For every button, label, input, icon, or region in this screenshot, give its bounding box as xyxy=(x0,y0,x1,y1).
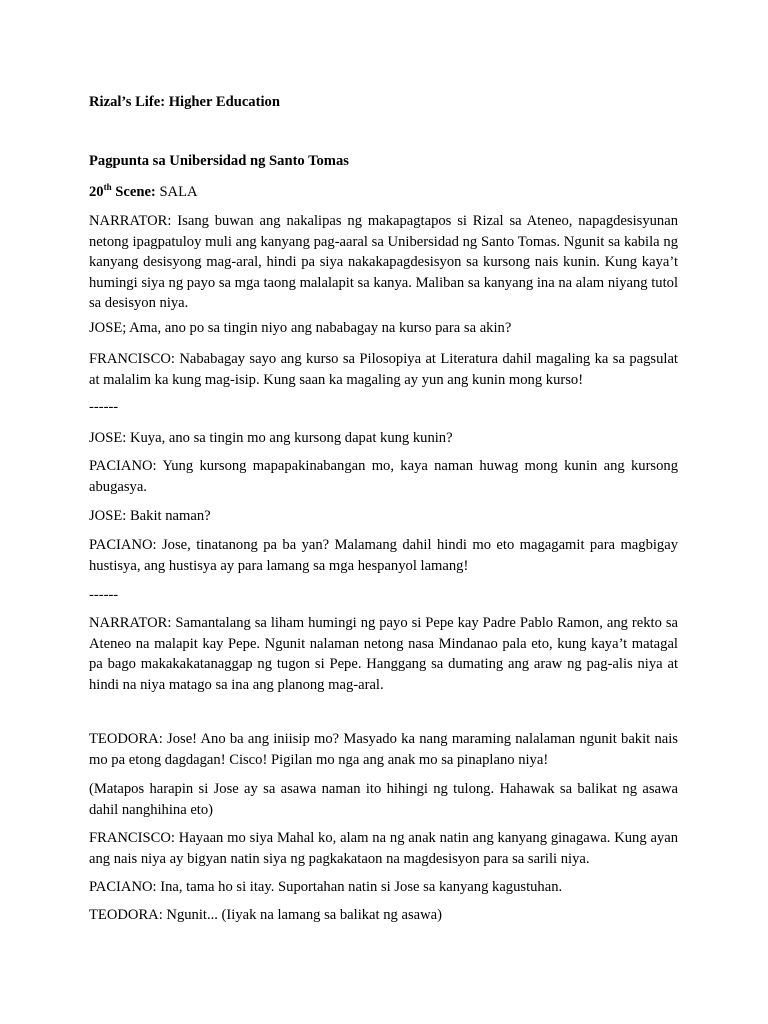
scene-label-text: Scene: xyxy=(111,184,156,200)
scene-label xyxy=(89,184,156,200)
paragraph-narrator-2: NARRATOR: Samantalang sa liham humingi ng payo si Pepe kay Padre Pablo Ramon, ang rekto sa Ateneo na malapit kay Pepe. Ngunit nalaman netong nasa Mindanao pala eto, kung kaya’t matagal pa bago makakakatanaggap ng tugon si Pepe. Hanggang sa dumating ang araw ng pag-alis niya at hindi na niya matago sa ina ang planong mag-aral. xyxy=(89,615,678,693)
paragraph-jose-3: JOSE: Bakit naman? xyxy=(89,508,211,524)
scene-divider-1: ------ xyxy=(89,399,119,415)
document-title: Rizal’s Life: Higher Education xyxy=(89,94,280,110)
paragraph-narrator-1: NARRATOR: Isang buwan ang nakalipas ng makapagtapos si Rizal sa Ateneo, napagdesisyunan netong ipagpatuloy muli ang kanyang pag-aaral sa Unibersidad ng Santo Tomas. Ngunit sa kabila ng kanyang desisyong mag-aral, hindi pa siya nakakapagdesisyon sa kursong nais kunin. Kung kaya’t humingi siya ng payo sa mga taong malalapit sa kanya. Maliban sa kanyang ina na alam niyang tutol sa desisyon niya. xyxy=(89,213,678,312)
paragraph-teodora-1: TEODORA: Jose! Ano ba ang iniisip mo? Masyado ka nang maraming nalalaman ngunit bakit nais mo pa etong dagdagan! Cisco! Pigilan mo nga ang anak mo sa pinaplano niya! xyxy=(89,731,678,768)
paragraph-teodora-2: TEODORA: Ngunit... (Iiyak na lamang sa balikat ng asawa) xyxy=(89,907,442,923)
paragraph-jose-2: JOSE: Kuya, ano sa tingin mo ang kursong dapat kung kunin? xyxy=(89,430,453,446)
scene-number: 20 xyxy=(89,184,104,200)
paragraph-francisco-2: FRANCISCO: Hayaan mo siya Mahal ko, alam na ng anak natin ang kanyang ginagawa. Kung ayan ang nais niya ay bigyan natin siya ng pagkakataon na magdesisyon para sa sarili niya. xyxy=(89,830,678,867)
paragraph-stage-direction: (Matapos harapin si Jose ay sa asawa naman ito hihingi ng tulong. Hahawak sa balikat ng asawa dahil nanghihina eto) xyxy=(89,781,678,818)
paragraph-paciano-2: PACIANO: Jose, tinatanong pa ba yan? Malamang dahil hindi mo eto magagamit para magbigay hustisya, ang hustisya ay para lamang sa mga hespanyol lamang! xyxy=(89,537,678,574)
section-heading: Pagpunta sa Unibersidad ng Santo Tomas xyxy=(89,153,349,169)
paragraph-paciano-3: PACIANO: Ina, tama ho si itay. Suportahan natin si Jose sa kanyang kagustuhan. xyxy=(89,879,563,895)
scene-line xyxy=(89,182,678,203)
paragraph-francisco-1: FRANCISCO: Nababagay sayo ang kurso sa Pilosopiya at Literatura dahil magaling ka sa pagsulat at malalim ka kung mag-isip. Kung saan ka magaling ay yun ang kunin mong kurso! xyxy=(89,351,678,388)
paragraph-paciano-1: PACIANO: Yung kursong mapapakinabangan mo, kaya naman huwag mong kunin ang kursong abugasya. xyxy=(89,458,678,495)
scene-place: SALA xyxy=(155,184,198,200)
scene-number-suffix: th xyxy=(103,182,112,193)
paragraph-jose-1: JOSE; Ama, ano po sa tingin niyo ang nababagay na kurso para sa akin? xyxy=(89,320,512,336)
scene-divider-2: ------ xyxy=(89,587,119,603)
